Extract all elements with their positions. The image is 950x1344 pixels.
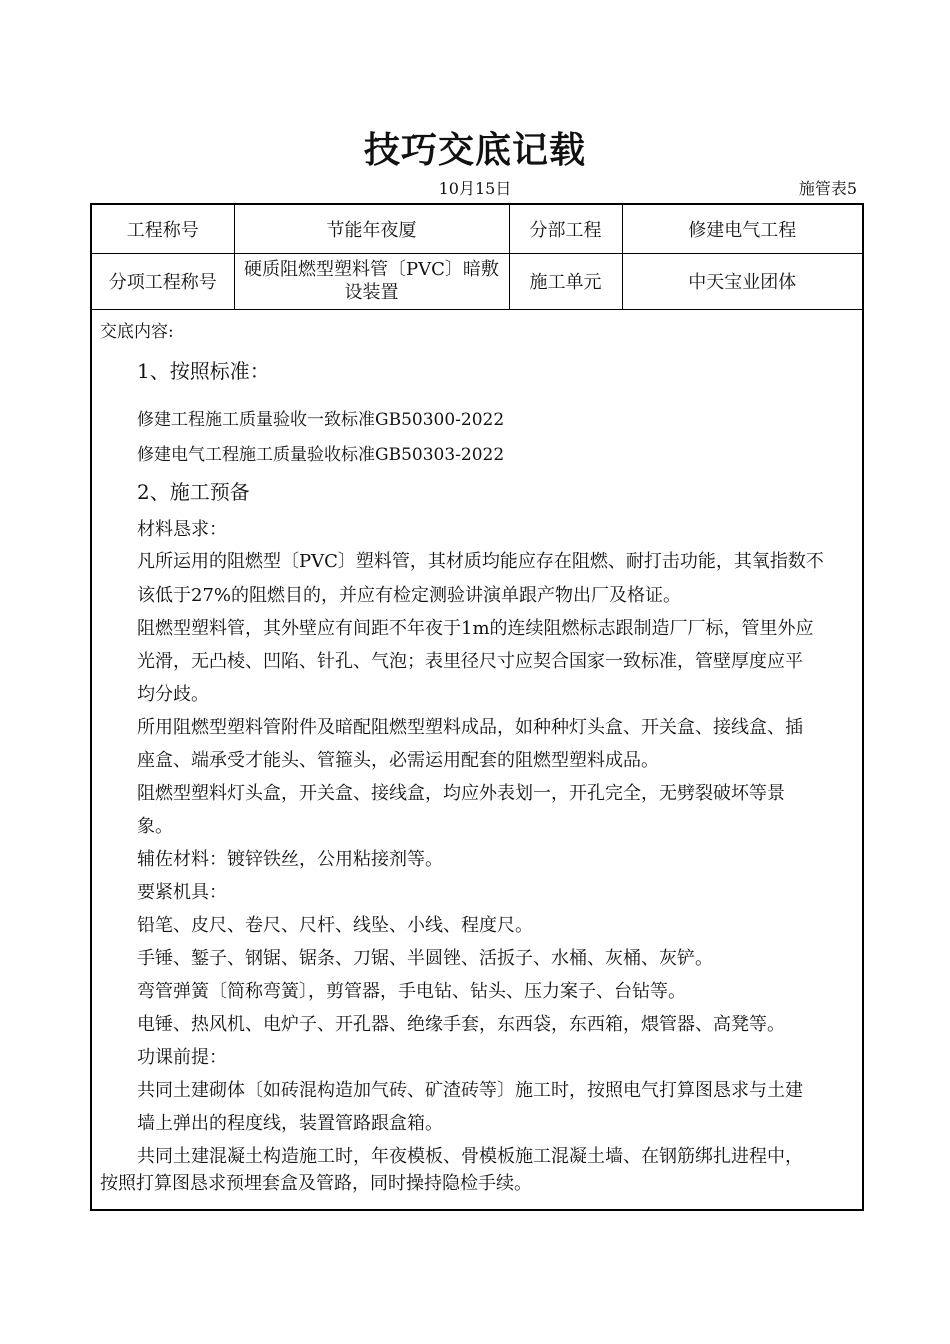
materials-p1-line2: 该低于27%的阻燃目的，并应有检定测验讲演单跟产物出厂及格证。 xyxy=(137,585,682,606)
prereq-q2-line1: 共同土建混凝土构造施工时，年夜模板、骨模板施工混凝土墙、在钢筋绑扎进程中， xyxy=(137,1146,803,1167)
prereq-q1-line2: 墙上弹出的程度线，装置管路跟盒箱。 xyxy=(137,1113,443,1134)
subitem-label: 分项工程称号 xyxy=(92,253,234,309)
standard-1: 修建工程施工质量验收一致标准GB50300-2022 xyxy=(137,410,505,430)
auxiliary-materials: 辅佐材料：镀锌铁丝，公用粘接剂等。 xyxy=(137,849,443,870)
division-label: 分部工程 xyxy=(509,205,622,253)
info-table xyxy=(92,205,862,310)
prereq-heading: 功课前提： xyxy=(137,1047,227,1068)
materials-p2-line3: 均分歧。 xyxy=(137,684,209,705)
tools-line3: 弯管弹簧〔简称弯簧〕，剪管器，手电钻、钻头、压力案子、台钻等。 xyxy=(137,981,686,1002)
info-row-project xyxy=(92,205,862,253)
content-label: 交底内容: xyxy=(100,322,174,342)
document-date: 10月15日 xyxy=(438,179,512,198)
materials-p2-line1: 阻燃型塑料管，其外壁应有间距不年夜于1m的连续阻燃标志跟制造厂厂标，管里外应 xyxy=(137,618,814,639)
section-2-heading: 2、施工预备 xyxy=(137,480,250,504)
materials-p4-line2: 象。 xyxy=(137,816,173,837)
materials-heading: 材料恳求： xyxy=(137,519,227,540)
construction-unit-value: 中天宝业团体 xyxy=(622,253,862,309)
record-frame xyxy=(90,203,864,1211)
materials-p2-line2: 光滑，无凸棱、凹陷、针孔、气泡；表里径尺寸应契合国家一致标准，管壁厚度应平 xyxy=(137,651,803,672)
project-name-label: 工程称号 xyxy=(92,205,234,253)
project-name-value: 节能年夜厦 xyxy=(234,205,509,253)
tools-line2: 手锤、錾子、钢锯、锯条、刀锯、半圆锉、活扳子、水桶、灰桶、灰铲。 xyxy=(137,948,713,969)
standard-2: 修建电气工程施工质量验收标准GB50303-2022 xyxy=(137,445,505,465)
tools-line4: 电锤、热风机、电炉子、开孔器、绝缘手套，东西袋，东西箱，煨管器、高凳等。 xyxy=(137,1014,785,1035)
division-value: 修建电气工程 xyxy=(622,205,862,253)
form-number: 施管表5 xyxy=(798,179,857,198)
materials-p4-line1: 阻燃型塑料灯头盒，开关盒、接线盒，均应外表划一，开孔完全，无劈裂破坏等景 xyxy=(137,783,785,804)
tools-line1: 铅笔、皮尺、卷尺、尺杆、线坠、小线、程度尺。 xyxy=(137,915,533,936)
materials-p3-line2: 座盒、端承受才能头、管箍头，必需运用配套的阻燃型塑料成品。 xyxy=(137,750,659,771)
prereq-q2-line2: 按照打算图恳求预埋套盒及管路，同时操持隐检手续。 xyxy=(100,1173,532,1194)
materials-p1-line1: 凡所运用的阻燃型〔PVC〕塑料管，其材质均能应存在阻燃、耐打击功能，其氧指数不 xyxy=(137,551,824,572)
tools-heading: 要紧机具： xyxy=(137,882,227,903)
prereq-q1-line1: 共同土建砌体〔如砖混构造加气砖、矿渣砖等〕施工时，按照电气打算图恳求与土建 xyxy=(137,1080,803,1101)
document-title: 技巧交底记载 xyxy=(363,130,586,171)
construction-unit-label: 施工单元 xyxy=(509,253,622,309)
section-1-heading: 1、按照标准： xyxy=(137,359,270,383)
subitem-value: 硬质阻燃型塑料管〔PVC〕暗敷设装置 xyxy=(234,253,509,309)
info-row-subitem xyxy=(92,253,862,309)
materials-p3-line1: 所用阻燃型塑料管附件及暗配阻燃型塑料成品，如种种灯头盒、开关盒、接线盒、插 xyxy=(137,717,803,738)
